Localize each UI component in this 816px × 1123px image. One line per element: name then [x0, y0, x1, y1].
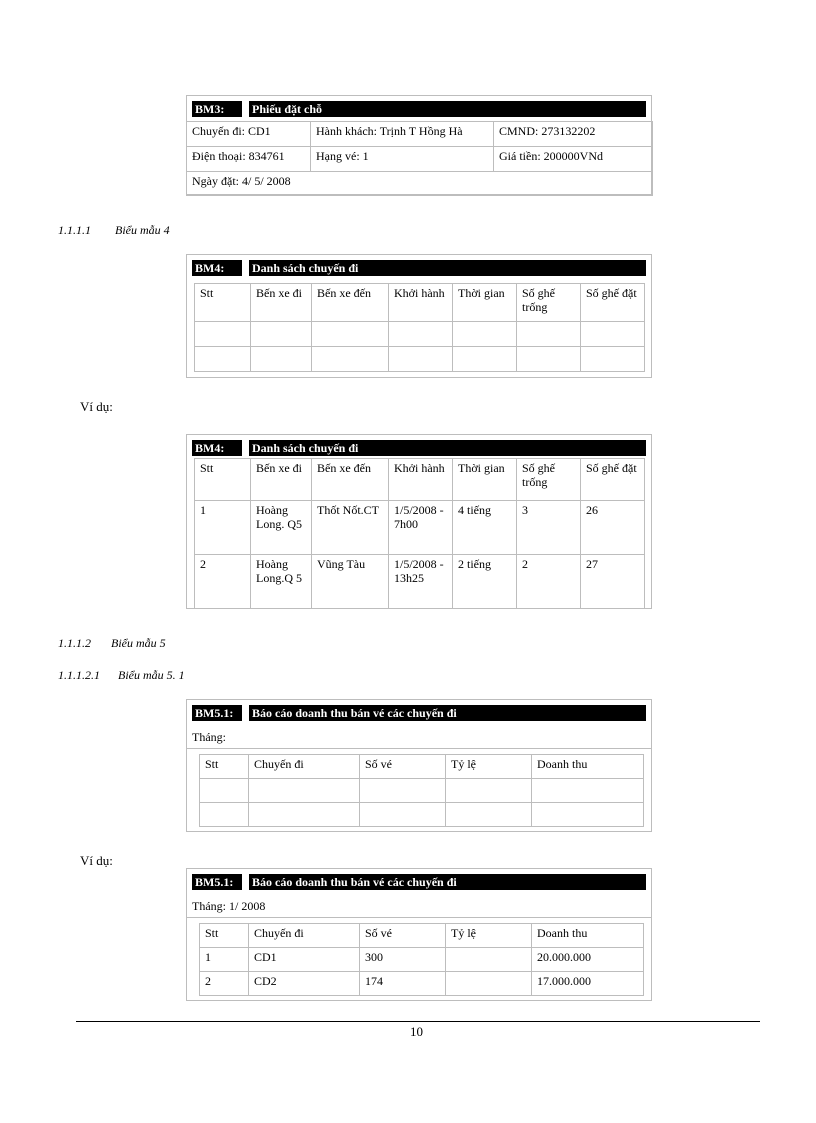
- bm3-trip: Chuyến đi: CD1: [187, 122, 311, 147]
- heading-bm4-text: Biểu mẫu 4: [115, 223, 170, 237]
- table-row: [200, 948, 644, 972]
- table-cell: 3: [517, 501, 581, 555]
- heading-bm5: [58, 636, 166, 651]
- bm3-title: Phiếu đặt chỗ: [249, 101, 646, 117]
- bm51-example-col-ratio: Tỷ lệ: [446, 924, 532, 948]
- bm4-col-free-seats: Số ghế trống: [517, 284, 581, 322]
- table-cell: 4 tiếng: [453, 501, 517, 555]
- heading-bm5-text: Biểu mẫu 5: [111, 636, 166, 650]
- table-cell: Thốt Nốt.CT: [312, 501, 389, 555]
- bm51-col-tickets: Số vé: [360, 755, 446, 779]
- bm4-example-col-from: Bến xe đi: [251, 459, 312, 501]
- table-cell: 300: [360, 948, 446, 972]
- table-cell: 174: [360, 972, 446, 996]
- table-row: [195, 555, 645, 609]
- bm51-form: [186, 699, 652, 832]
- table-cell: [446, 972, 532, 996]
- table-cell: 1/5/2008 - 13h25: [389, 555, 453, 609]
- bm51-example-col-trip: Chuyến đi: [249, 924, 360, 948]
- bm4-header: [192, 260, 646, 276]
- footer-divider: [76, 1021, 760, 1022]
- bm4-example-col-booked-seats: Số ghế đặt: [581, 459, 645, 501]
- heading-bm51-num: 1.1.1.2.1: [58, 668, 100, 682]
- bm51-title: Báo cáo doanh thu bán vé các chuyến đi: [249, 705, 646, 721]
- bm4-example-header: [192, 440, 646, 456]
- bm3-id-card: CMND: 273132202: [494, 122, 653, 147]
- bm51-header: [192, 705, 646, 721]
- table-cell: 27: [581, 555, 645, 609]
- table-cell: 1/5/2008 - 7h00: [389, 501, 453, 555]
- bm51-example-col-revenue: Doanh thu: [532, 924, 644, 948]
- bm51-example-title: Báo cáo doanh thu bán vé các chuyến đi: [249, 874, 646, 890]
- bm4-example-col-to: Bến xe đến: [312, 459, 389, 501]
- bm4-example-col-depart: Khởi hành: [389, 459, 453, 501]
- bm4-example-col-free-seats: Số ghế trống: [517, 459, 581, 501]
- bm4-table: [194, 283, 645, 372]
- bm4-example-title: Danh sách chuyến đi: [249, 440, 646, 456]
- bm3-form: [186, 95, 652, 195]
- bm51-col-revenue: Doanh thu: [532, 755, 644, 779]
- example-label-2: Ví dụ:: [80, 853, 113, 868]
- table-cell: 1: [195, 501, 251, 555]
- bm4-example-form: [186, 434, 652, 609]
- bm3-code: BM3:: [192, 101, 242, 117]
- bm4-title: Danh sách chuyến đi: [249, 260, 646, 276]
- bm4-code: BM4:: [192, 260, 242, 276]
- table-cell: 1: [200, 948, 249, 972]
- bm51-code: BM5.1:: [192, 705, 242, 721]
- bm51-example-table: [199, 923, 644, 996]
- heading-bm4-num: 1.1.1.1: [58, 223, 91, 237]
- bm3-passenger: Hành khách: Trịnh T Hồng Hà: [311, 122, 494, 147]
- table-cell: Hoàng Long. Q5: [251, 501, 312, 555]
- heading-bm51: [58, 668, 185, 683]
- bm3-phone: Điện thoại: 834761: [187, 147, 311, 172]
- heading-bm4: [58, 223, 170, 238]
- bm4-example-col-stt: Stt: [195, 459, 251, 501]
- page-number: 10: [410, 1024, 423, 1039]
- bm51-example-header: [192, 874, 646, 890]
- table-cell: 2: [200, 972, 249, 996]
- bm51-month: Tháng:: [192, 730, 226, 744]
- bm51-col-trip: Chuyến đi: [249, 755, 360, 779]
- bm3-header: [192, 101, 646, 117]
- table-cell: 17.000.000: [532, 972, 644, 996]
- bm3-table: [186, 121, 653, 196]
- table-row: [195, 322, 645, 347]
- bm51-example-col-stt: Stt: [200, 924, 249, 948]
- table-cell: CD2: [249, 972, 360, 996]
- bm4-example-col-duration: Thời gian: [453, 459, 517, 501]
- example-label-1: Ví dụ:: [80, 399, 113, 414]
- bm4-example-code: BM4:: [192, 440, 242, 456]
- bm3-class: Hạng vé: 1: [311, 147, 494, 172]
- table-row: [195, 501, 645, 555]
- table-cell: [446, 948, 532, 972]
- table-row: [200, 803, 644, 827]
- bm4-col-to: Bến xe đến: [312, 284, 389, 322]
- bm4-form: [186, 254, 652, 378]
- heading-bm5-num: 1.1.1.2: [58, 636, 91, 650]
- table-row: [200, 972, 644, 996]
- table-row: [200, 779, 644, 803]
- bm51-example-form: [186, 868, 652, 1001]
- bm51-table: [199, 754, 644, 827]
- bm51-example-month: Tháng: 1/ 2008: [192, 899, 266, 913]
- bm3-date: Ngày đặt: 4/ 5/ 2008: [187, 172, 653, 196]
- bm4-col-stt: Stt: [195, 284, 251, 322]
- bm4-col-booked-seats: Số ghế đặt: [581, 284, 645, 322]
- bm3-price: Giá tiền: 200000VNd: [494, 147, 653, 172]
- bm4-example-table: [194, 458, 645, 609]
- bm51-example-code: BM5.1:: [192, 874, 242, 890]
- table-cell: 2: [195, 555, 251, 609]
- table-cell: 20.000.000: [532, 948, 644, 972]
- bm4-col-duration: Thời gian: [453, 284, 517, 322]
- bm4-col-from: Bến xe đi: [251, 284, 312, 322]
- bm51-example-col-tickets: Số vé: [360, 924, 446, 948]
- bm4-col-depart: Khởi hành: [389, 284, 453, 322]
- table-cell: 26: [581, 501, 645, 555]
- table-cell: Vũng Tàu: [312, 555, 389, 609]
- table-cell: 2: [517, 555, 581, 609]
- bm51-col-stt: Stt: [200, 755, 249, 779]
- table-row: [195, 347, 645, 372]
- bm51-col-ratio: Tỷ lệ: [446, 755, 532, 779]
- table-cell: CD1: [249, 948, 360, 972]
- heading-bm51-text: Biểu mẫu 5. 1: [118, 668, 185, 682]
- table-cell: Hoàng Long.Q 5: [251, 555, 312, 609]
- table-cell: 2 tiếng: [453, 555, 517, 609]
